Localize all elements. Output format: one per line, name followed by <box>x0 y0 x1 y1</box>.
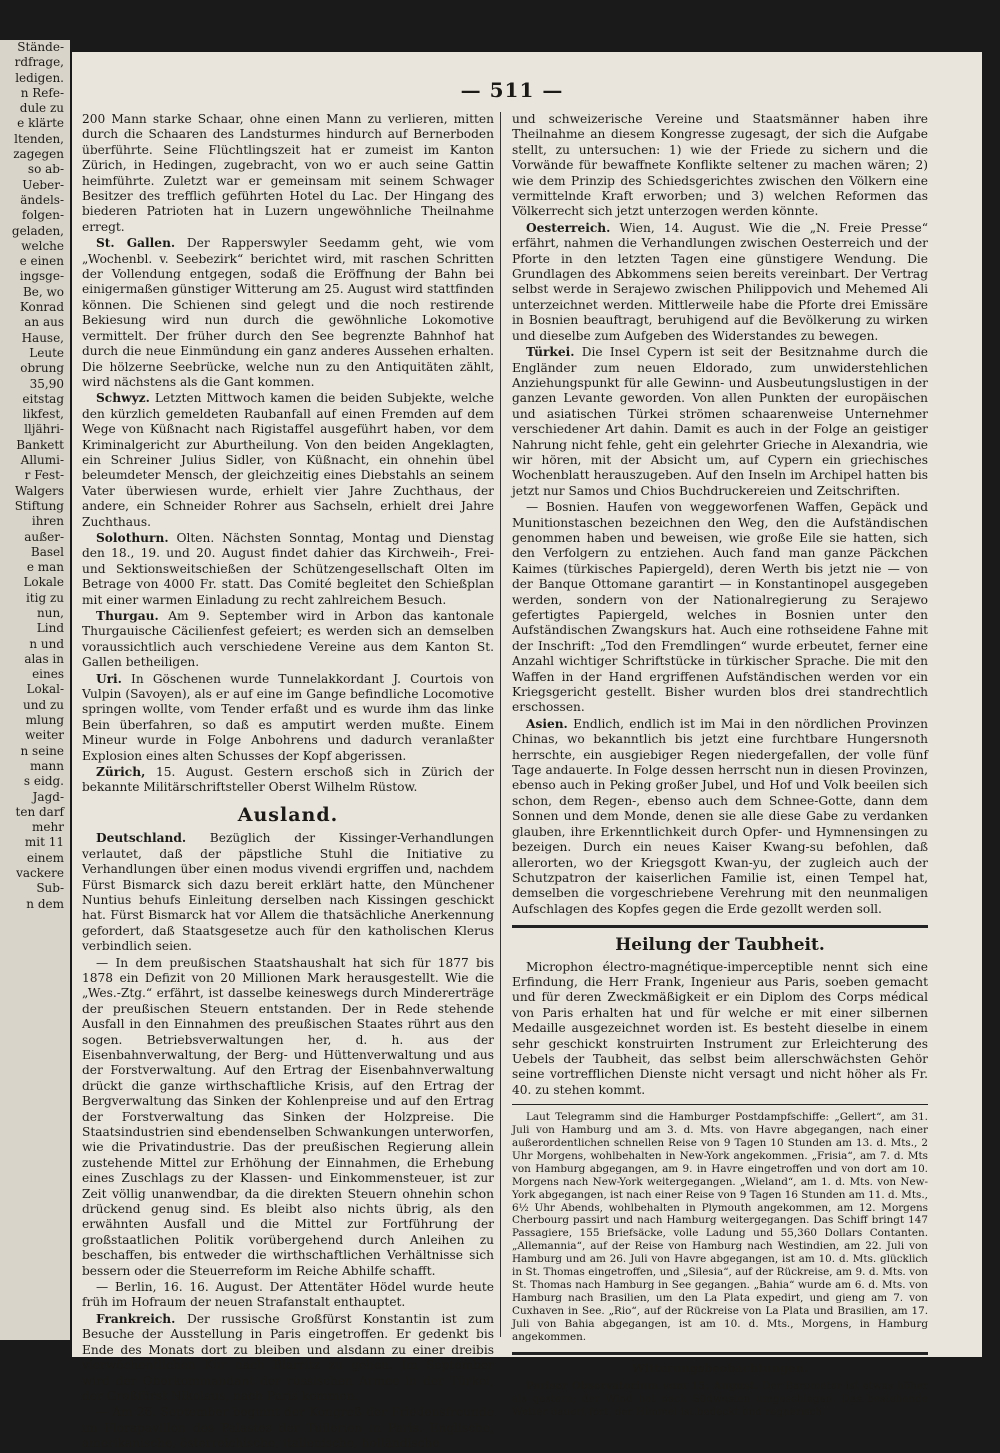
divider <box>512 1352 928 1355</box>
news-item-keyword: Deutschland. <box>96 831 187 846</box>
news-item-keyword: Thurgau. <box>96 609 159 623</box>
prev-page-fragment: itig zu <box>25 590 64 605</box>
news-item-text: Wien, 14. August. Wie die „N. Freie Presse“ erfährt, nahmen die Verhandlungen zwischen Oesterreich und der Pforte in den letzten Tagen eine günstigere Wendung. Die Grundlagen des Abkommens seien bereits vereinbart. Der Vertrag selbst werde in Serajewo zwischen Philippovich und Mehemed Ali unterzeichnet werden. Mittlerweile habe die Pforte drei Emissäre in Bosnien beauftragt, beruhigend auf die Bevölkerung zu wirken und dieselbe zum Aufgeben des Widerstandes zu bewegen. <box>512 220 928 343</box>
news-item <box>512 500 928 716</box>
prev-page-fragment: einem <box>26 850 64 865</box>
newspaper-page <box>72 52 982 1451</box>
news-item <box>512 345 928 499</box>
news-item <box>82 236 494 390</box>
divider <box>512 1104 928 1105</box>
prev-page-fragment: r Fest- <box>24 468 64 483</box>
news-item-keyword: Frankreich. <box>96 1311 176 1326</box>
news-item-keyword: Uri. <box>96 671 122 686</box>
prev-page-fragment: außer- <box>24 529 64 544</box>
news-item-text: Endlich, endlich ist im Mai in den nördlichen Provinzen Chinas, wo bekanntlich bis jetzt eine furchtbare Hungersnoth herrschte, ein ausgiebiger Regen niedergefallen, der volle fünf Tage andauerte. In Folge dessen herrscht nun in diesen Provinzen, ebenso auch in Peking großer Jubel, und Hof und Volk beeilen sich schon, dem Regen-, ebenso auch dem Schnee-Gotte, dann dem Sonnen und dem Monde, denen sie alle diese Gabe zu verdanken glauben, ihre Erkenntlichkeit durch Opfer- und Hymnensingen zu bezeigen. Durch ein neues Kaiser Kwang-su befohlen, daß allerorten, wo der Kriegsgott Kwan-yu, der zugleich auch der Schutzpatron der kaiserlichen Familie ist, einen Tempel hat, demselben die vorgeschriebene Verehrung mit den neunmaligen Aufschlagen des Kopfes gegen die Erde gezollt werden soll. <box>512 716 928 916</box>
column-rule <box>500 112 501 1337</box>
prev-page-fragment: ihren <box>31 514 64 529</box>
prev-page-fragment: n seine <box>20 743 64 758</box>
news-item-keyword: Schwyz. <box>96 391 150 406</box>
weather-text: Der Barometer ist etwas höher als gestern; der Wind hat nach Südwesten umgeschlagen. Das bestehende Wetter dauert fort, der Himmel ist bedeckt und regnerisch. <box>512 1379 929 1418</box>
news-item-text: Bezüglich der Kissinger-Verhandlungen verlautet, daß der päpstliche Stuhl die Initiative zu Verhandlungen über einen modus vivendi ergriffen und, nachdem Fürst Bismarck sich dazu bereit erklärt hatte, den Münchener Nuntius behufs Einleitung derselben nach Kissingen geschickt hat. Fürst Bismarck hat vor Allem die thatsächliche Anerkennung gefordert, daß Staatsgesetze auch für den katholischen Klerus verbindlich seien. <box>82 831 494 954</box>
prev-page-fragment: likfest, <box>22 407 64 422</box>
prev-page-fragment: Leute <box>29 345 64 360</box>
prev-page-fragment: mehr <box>32 820 64 835</box>
prev-page-fragment: Sub- <box>36 881 64 896</box>
prev-page-fragment: mann <box>30 758 64 773</box>
news-item-text: In Göschenen wurde Tunnelakkordant J. Courtois von Vulpin (Savoyen), als er auf eine im Gange befindliche Locomotive springen wollte, vom Tender erfaßt und es wurde ihm das linke Bein überfahren, so daß es amputirt werden mußte. Einem Mineur wurde in Folge Anbohrens und dadurch veranlaßter Explosion eines alten Schusses der Kopf abgerissen. <box>82 671 494 763</box>
prev-page-fragment: Basel <box>30 544 64 559</box>
prev-page-fragment: ledigen. <box>15 70 64 85</box>
weather-keyword: Pariser Observatorium vom 15. August. <box>526 1379 759 1392</box>
prev-page-fragment: mit 11 <box>24 835 64 850</box>
prev-page-fragment: Konrad <box>19 300 64 315</box>
news-item-text: 15. August. Gestern erschoß sich in Zürich der bekannte Militärschriftsteller Oberst Wilhelm Rüstow. <box>82 765 494 795</box>
prev-page-fragment: dule zu <box>19 101 64 116</box>
news-item <box>82 831 494 954</box>
prev-page-fragment: eines <box>32 667 64 682</box>
prev-page-fragment: Lokal- <box>26 682 64 697</box>
prev-page-fragment: ändels- <box>20 192 64 207</box>
prev-page-fragment: Hause, <box>21 330 64 345</box>
prev-page-fragment: vackere <box>16 866 64 881</box>
heilung-paragraph: Microphon électro-magnétique-imperceptible nennt sich eine Erfindung, die Herr Frank, Ingenieur aus Paris, soeben gemacht und für deren Zweckmäßigkeit er ein Diplom des Corps médical von Paris erhalten hat und für welche er mit einer silbernen Medaille ausgezeichnet worden ist. Es besteht dieselbe in einem sehr geschickt konstruirten Instrument zur Erleichterung des Uebels der Taubheit, das selbst beim allerschwächsten Gehör seine vortrefflichen Dienste nicht versagt und nicht höher als Fr. 40. zu stehen kommt. <box>512 959 928 1097</box>
weather-paragraph <box>512 1380 928 1419</box>
prev-page-fragment: Allumi- <box>20 453 64 468</box>
prev-page-fragment: n dem <box>26 896 64 911</box>
prev-page-fragment: ten darf <box>15 804 64 819</box>
prev-page-fragment: alas in <box>24 651 64 666</box>
news-item-keyword: Solothurn. <box>96 530 169 545</box>
left-column <box>82 112 494 1453</box>
previous-page-edge <box>0 40 70 1340</box>
news-item-keyword: Oesterreich. <box>526 220 611 235</box>
prev-page-fragment: Stiftung <box>14 498 64 513</box>
news-item-text: Der Rapperswyler Seedamm geht, wie vom „Wochenbl. v. Seebezirk“ berichtet wird, mit raschen Schritten der Vollendung entgegen, sodaß die Eröffnung der Bahn bei einigermaßen günstiger Witterung am 25. August wird stattfinden können. Die Schienen sind gelegt und die noch restirende Bekiesung wird nun durch die gewöhnliche Lokomotive vermittelt. Der früher durch den See begrenzte Bahnhof hat durch die neue Einmündung ein ganz anderes Aussehen erhalten. Die hölzerne Seebrücke, welche nun zu den Antiquitäten zählt, wird nächstens als die Gant kommen. <box>82 236 495 389</box>
prev-page-fragment: und zu <box>22 697 64 712</box>
prev-page-fragment: eitstag <box>22 391 64 406</box>
news-item <box>82 531 494 608</box>
prev-page-fragment: Jagd- <box>32 789 64 804</box>
right-column <box>512 112 928 1420</box>
prev-page-fragment: s eidg. <box>23 774 64 789</box>
prev-page-fragment: Lind <box>36 621 64 636</box>
prev-page-fragment: e einen <box>19 254 64 269</box>
prev-page-fragment: an aus <box>24 315 64 330</box>
prev-page-fragment: obrung <box>20 361 64 376</box>
news-item-keyword: St. Gallen. <box>96 236 176 251</box>
news-item-text: Letzten Mittwoch kamen die beiden Subjekte, welche den kürzlich gemeldeten Raubanfall auf einen Fremden auf dem Wege von Küßnacht nach Rigistaffel ausgeführt haben, vor dem Kriminalgericht zur Aburtheilung. Von den beiden Angeklagten, ein Schreiner Julius Sidler, von Küßnacht, ein ohnehin übel beleumdeter Mensch, der gleichzeitig eines Diebstahls an seinem Vater überwiesen wurde, erhielt vier Jahre Zuchthaus, der andere, ein Schneider Rohrer aus Sachseln, erhielt drei Jahre Zuchthaus. <box>82 391 494 529</box>
prev-page-fragment: Lokale <box>23 575 64 590</box>
prev-page-fragment: n und <box>29 636 64 651</box>
prev-page-fragment: e man <box>26 560 64 575</box>
prev-page-fragment: lljähri- <box>24 422 64 437</box>
news-item <box>512 717 928 917</box>
news-item-text: — In dem preußischen Staatshaushalt hat sich für 1877 bis 1878 ein Defizit von 20 Millionen Mark herausgestellt. Wie die „Wes.-Ztg.“ erfährt, ist dasselbe keineswegs durch Mindererträge der preußischen Steuern entstanden. Der in Rede stehende Ausfall in den Einnahmen des preußischen Staates rührt aus den sogen. Betriebsverwaltungen her, d. h. aus der Eisenbahnverwaltung, der Berg- und Hüttenverwaltung und aus der Forstverwaltung. Auf den Ertrag der Eisenbahnverwaltung drückt die ganze wirthschaftliche Krisis, auf den Ertrag der Bergverwaltung das Sinken der Kohlenpreise und auf den Ertrag der Forstverwaltung das Sinken der Holzpreise. Die Staatsindustrien sind ebendenselben Schwankungen unterworfen, wie die Privatindustrie. Das der preußischen Regierung allein zustehende Mittel zur Erhöhung der Einnahmen, die Erhebung eines Zuschlags zu der Klassen- und Einkommensteuer, ist zur Zeit völlig unanwendbar, da die direkten Steuern ohnehin schon drückend genug sind. Es bleibt also nichts übrig, als den erwähnten Ausfall und die Mittel zur Fortführung der großstaatlichen Politik vorübergehend durch Anleihen zu beschaffen, bis entweder die wirthschaftlichen Verhältnisse sich bessern oder die Steuerreform im Reiche Abhilfe schafft. <box>82 955 494 1278</box>
heilung-heading: Heilung der Taubheit. <box>615 935 825 956</box>
divider <box>512 925 928 928</box>
news-item-text: — Berlin, 16. 16. August. Der Attentäter Hödel wurde heute früh im Hofraum der neuen Strafanstalt enthauptet. <box>82 1280 494 1310</box>
prev-page-fragment: 35,90 <box>29 376 64 391</box>
news-item-text: Die Insel Cypern ist seit der Besitznahme durch die Engländer zum neuen Eldorado, zum unwiderstehlichen Anziehungspunkt für alle Gewinn- und Ausbeutungslustigen in der ganzen Levante geworden. Von allen Punkten der europäischen und asiatischen Türkei strömen schaarenweise Unternehmer verschiedener Art dahin. Damit es auch in der Folge an geistiger Nahrung nicht fehle, geht ein gelehrter Grieche in Alexandria, wie wir hören, mit der Absicht um, auf Cypern ein griechisches Wochenblatt herauszugeben. Auf den Inseln im Archipel hatten bis jetzt nur Samos und Chios Buchdruckereien und Zeitschriften. <box>512 345 928 498</box>
weather-heading: Witterungsbeobachtungen. <box>632 1360 808 1375</box>
telegram-paragraph: Laut Telegramm sind die Hamburger Postdampfschiffe: „Gellert“, am 31. Juli von Hamburg und am 3. d. Mts. von Havre abgegangen, nach einer außerordentlichen schnellen Reise von 9 Tagen 10 Stunden am 13. d. Mts., 2 Uhr Morgens, wohlbehalten in New-York angekommen. „Frisia“, am 7. d. Mts von Hamburg abgegangen, am 9. in Havre eingetroffen und von dort am 10. Morgens nach New-York weitergegangen. „Wieland“, am 1. d. Mts. von New-York abgegangen, ist nach einer Reise von 9 Tagen 16 Stunden am 11. d. Mts., 6½ Uhr Abends, wohlbehalten in Plymouth angekommen, am 12. Morgens Cherbourg passirt und nach Hamburg weitergegangen. Das Schiff bringt 147 Passagiere, 155 Briefsäcke, volle Ladung und 55,360 Dollars Contanten. „Allemannia“, auf der Reise von Hamburg nach Westindien, am 22. Juli von Hamburg und am 26. Juli von Havre abgegangen, ist am 10. d. Mts. glücklich in St. Thomas eingetroffen, und „Silesia“, auf der Rückreise, am 9. d. Mts. von St. Thomas nach Hamburg in See gegangen. „Bahia“ wurde am 6. d. Mts. von Hamburg nach Brasilien, um den La Plata expedirt, und gieng am 7. von Cuxhaven in See. „Rio“, auf der Rückreise von La Plata und Brasilien, am 17. Juli von Bahia abgegangen, ist am 10. d. Mts., Morgens, in Hamburg angekommen. <box>512 1111 928 1343</box>
prev-page-fragment: weiter <box>25 728 64 743</box>
prev-page-fragment: geladen, <box>11 223 64 238</box>
prev-page-fragment: mlung <box>25 713 64 728</box>
news-item <box>82 1405 494 1451</box>
news-item <box>512 221 928 344</box>
intro-paragraph: 200 Mann starke Schaar, ohne einen Mann zu verlieren, mitten durch die Schaaren des Landsturmes hindurch auf Bernerboden überführte. Seine Flüchtlingszeit hat er zumeist im Kanton Zürich, in Hedingen, zugebracht, von wo er auch seine Gattin heimführte. Zuletzt war er gemeinsam mit seinem Schwager Besitzer des trefflich geführten Hotel du Lac. Der Hingang des biederen Patrioten hat in Luzern ungewöhnliche Theilnahme erregt. <box>82 112 494 234</box>
prev-page-fragment: zagegen <box>13 147 64 162</box>
prev-page-fragment: welche <box>21 238 64 253</box>
prev-page-fragment: Walgers <box>15 483 64 498</box>
page-number: — 511 — <box>460 78 564 102</box>
news-item <box>82 1312 494 1404</box>
news-item <box>82 391 494 530</box>
prev-page-fragment: so ab- <box>27 162 64 177</box>
prev-page-fragment: ltenden, <box>14 131 64 146</box>
prev-page-fragment: ingsge- <box>19 269 64 284</box>
prev-page-fragment: rdfrage, <box>14 55 64 70</box>
news-item <box>82 672 494 764</box>
intro-paragraph: und schweizerische Vereine und Staatsmänner haben ihre Theilnahme an diesem Kongresse zugesagt, der sich die Aufgabe stellt, zu untersuchen: 1) wie der Friede zu sichern und die Vorwände für bewaffnete Konflikte seltener zu machen wären; 2) wie dem Prinzip des Schiedsgerichtes zwischen den Völkern eine vermittelnde Kraft erworben; und 3) welchen Reformen das Völkerrecht sich jetzt unterzogen werden könnte. <box>512 112 928 219</box>
news-item-text: Der russische Großfürst Konstantin ist zum Besuche der Ausstellung in Paris eingetroffen. Er gedenkt bis Ende des Monats dort zu bleiben und alsdann zu einer dreibis vierwöchentlichen Kur nach Biarritz zu gehen. Im September wird der Oberkommandant der russischen Armee in der Türkei, der Großfürst Nikolaus, nach Paris kommen. <box>82 1311 494 1403</box>
prev-page-fragment: folgen- <box>21 208 64 223</box>
news-item-text: — Am 26. September beginnt der Kongreß der Friedensfreunde im Florapavillon des Palastes der Tuilerien in Paris. Englische, amerikanische, österreichische, italienische, holländische <box>82 1405 494 1451</box>
news-item <box>82 1280 494 1311</box>
ausland-heading: Ausland. <box>237 803 339 826</box>
prev-page-fragment: Bankett <box>16 437 64 452</box>
news-item-text: Am 9. September wird in Arbon das kantonale Thurgauische Cäcilienfest gefeiert; es werden sich an demselben voraussichtlich auch verschiedene Vereine aus dem Kanton St. Gallen betheiligen. <box>82 609 494 670</box>
news-item <box>82 956 494 1280</box>
news-item-keyword: Zürich, <box>96 765 146 780</box>
prev-page-fragment: Stände- <box>17 40 64 54</box>
news-item-text: — Bosnien. Haufen von weggeworfenen Waffen, Gepäck und Munitionstaschen bezeichnen den Weg, den die Aufständischen genommen haben und beweisen, wie große Eile sie hatten, sich den Verfolgern zu entziehen. Auch fand man ganze Päckchen Kaimes (türkisches Papiergeld), deren Werth bis jetzt nie — von der Banque Ottomane garantirt — in Konstantinopel ausgegeben werden, sondern von der Nationalregierung zu Serajewo gefertigtes Papiergeld, welches in Bosnien unter den Aufständischen Zwangskurs hat. Auch eine rothseidene Fahne mit der Inschrift: „Tod den Fremdlingen“ wurde erbeutet, ferner eine Anzahl wichtiger Schriftstücke in türkischer Sprache. Die mit den Waffen in der Hand ergriffenen Aufständischen werden vor ein Kriegsgericht gestellt. Bisher wurden blos drei standrechtlich erschossen. <box>512 500 928 715</box>
prev-page-fragment: n Refe- <box>20 85 64 100</box>
prev-page-fragment: e klärte <box>17 116 64 131</box>
prev-page-fragment: nun, <box>37 605 64 620</box>
news-item-keyword: Türkei. <box>526 345 575 360</box>
news-item <box>82 609 494 671</box>
news-item-keyword: Asien. <box>526 716 568 731</box>
news-item-text: Olten. Nächsten Sonntag, Montag und Dienstag den 18., 19. und 20. August findet dahier das Kirchweih-, Frei- und Sektionsweitschießen der Schützengesellschaft Olten im Betrage von 4000 Fr. statt. Das Comité begleitet den Schießplan mit einer warmen Einladung zu recht zahlreichem Besuch. <box>82 530 494 607</box>
prev-page-fragment: Be, wo <box>22 284 64 299</box>
news-item <box>82 765 494 796</box>
prev-page-fragment: Ueber- <box>22 177 64 192</box>
